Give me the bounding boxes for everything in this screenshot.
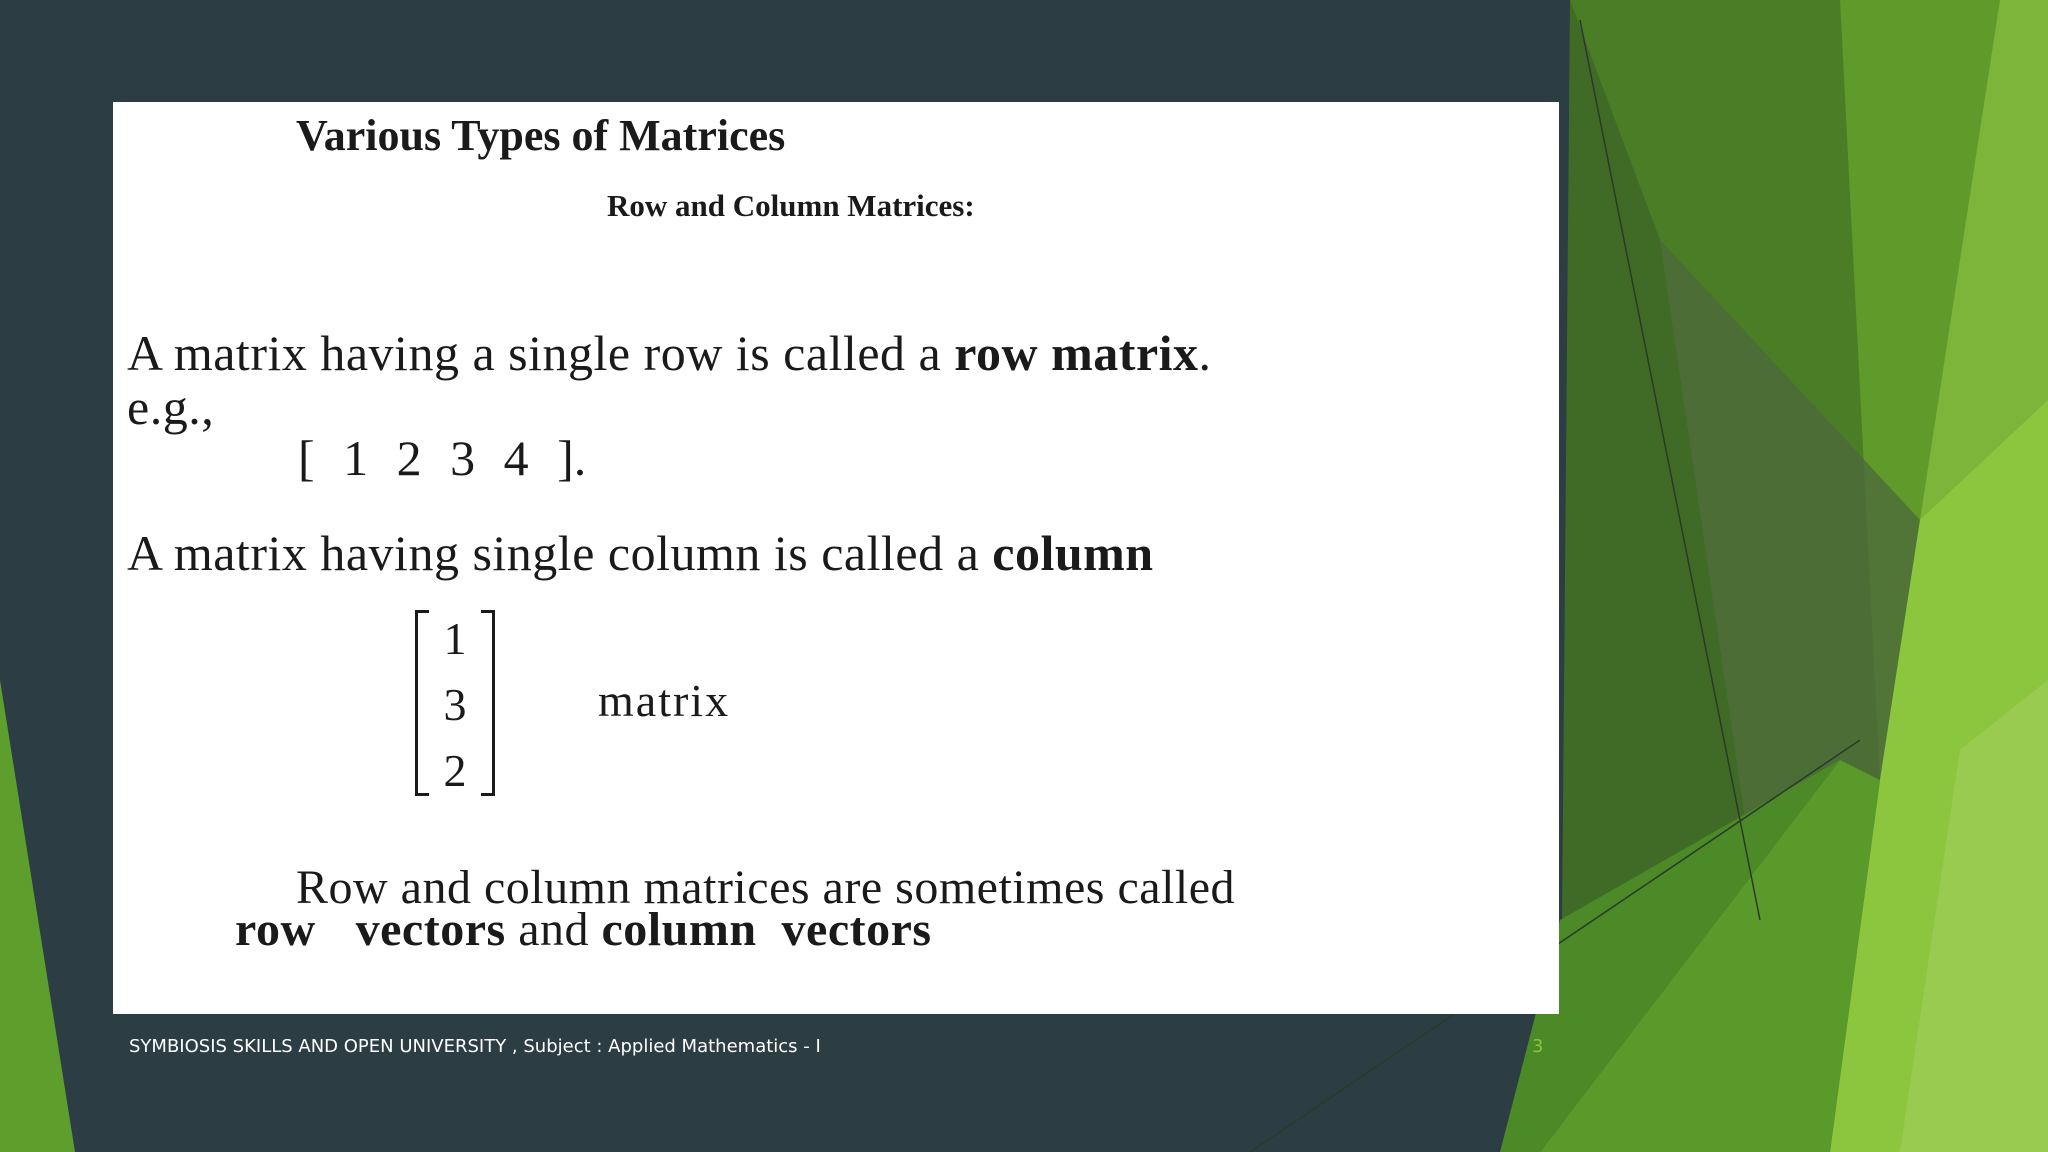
- summary-line-1: Row and column matrices are sometimes called: [296, 861, 1236, 914]
- summary-line-2: [235, 902, 932, 957]
- row-def-prefix: A matrix having a single row is called a: [127, 325, 955, 381]
- column-matrix-entry: 1: [443, 613, 467, 664]
- row-def-term: row matrix: [954, 325, 1199, 381]
- example-label: e.g.,: [127, 379, 215, 435]
- summary-vectors-2: vectors: [781, 903, 932, 956]
- column-matrix-entry: 3: [443, 679, 467, 730]
- col-def-prefix: A matrix having single column is called a: [127, 525, 993, 581]
- column-matrix-entry: 2: [443, 745, 467, 796]
- column-matrix-example: [415, 610, 495, 798]
- slide-subtitle: Row and Column Matrices:: [607, 188, 975, 223]
- summary-vectors-1: vectors: [355, 903, 506, 956]
- column-matrix-definition: [127, 524, 1154, 582]
- row-matrix-definition: [127, 324, 1212, 382]
- row-def-suffix: .: [1198, 325, 1212, 381]
- left-green-shape: [0, 680, 75, 1152]
- summary-and: and: [518, 903, 589, 956]
- summary-column: column: [601, 903, 757, 956]
- footer-text: SYMBIOSIS SKILLS AND OPEN UNIVERSITY , Subject : Applied Mathematics - I: [129, 1036, 821, 1057]
- row-matrix-example: [ 1 2 3 4 ].: [298, 430, 587, 486]
- page-number: 3: [1532, 1036, 1544, 1057]
- col-def-term: column: [992, 525, 1154, 581]
- slide-title: Various Types of Matrices: [296, 111, 786, 160]
- slide-content-image: [113, 102, 1559, 1014]
- matrix-word: matrix: [598, 675, 731, 726]
- summary-row: row: [235, 903, 316, 956]
